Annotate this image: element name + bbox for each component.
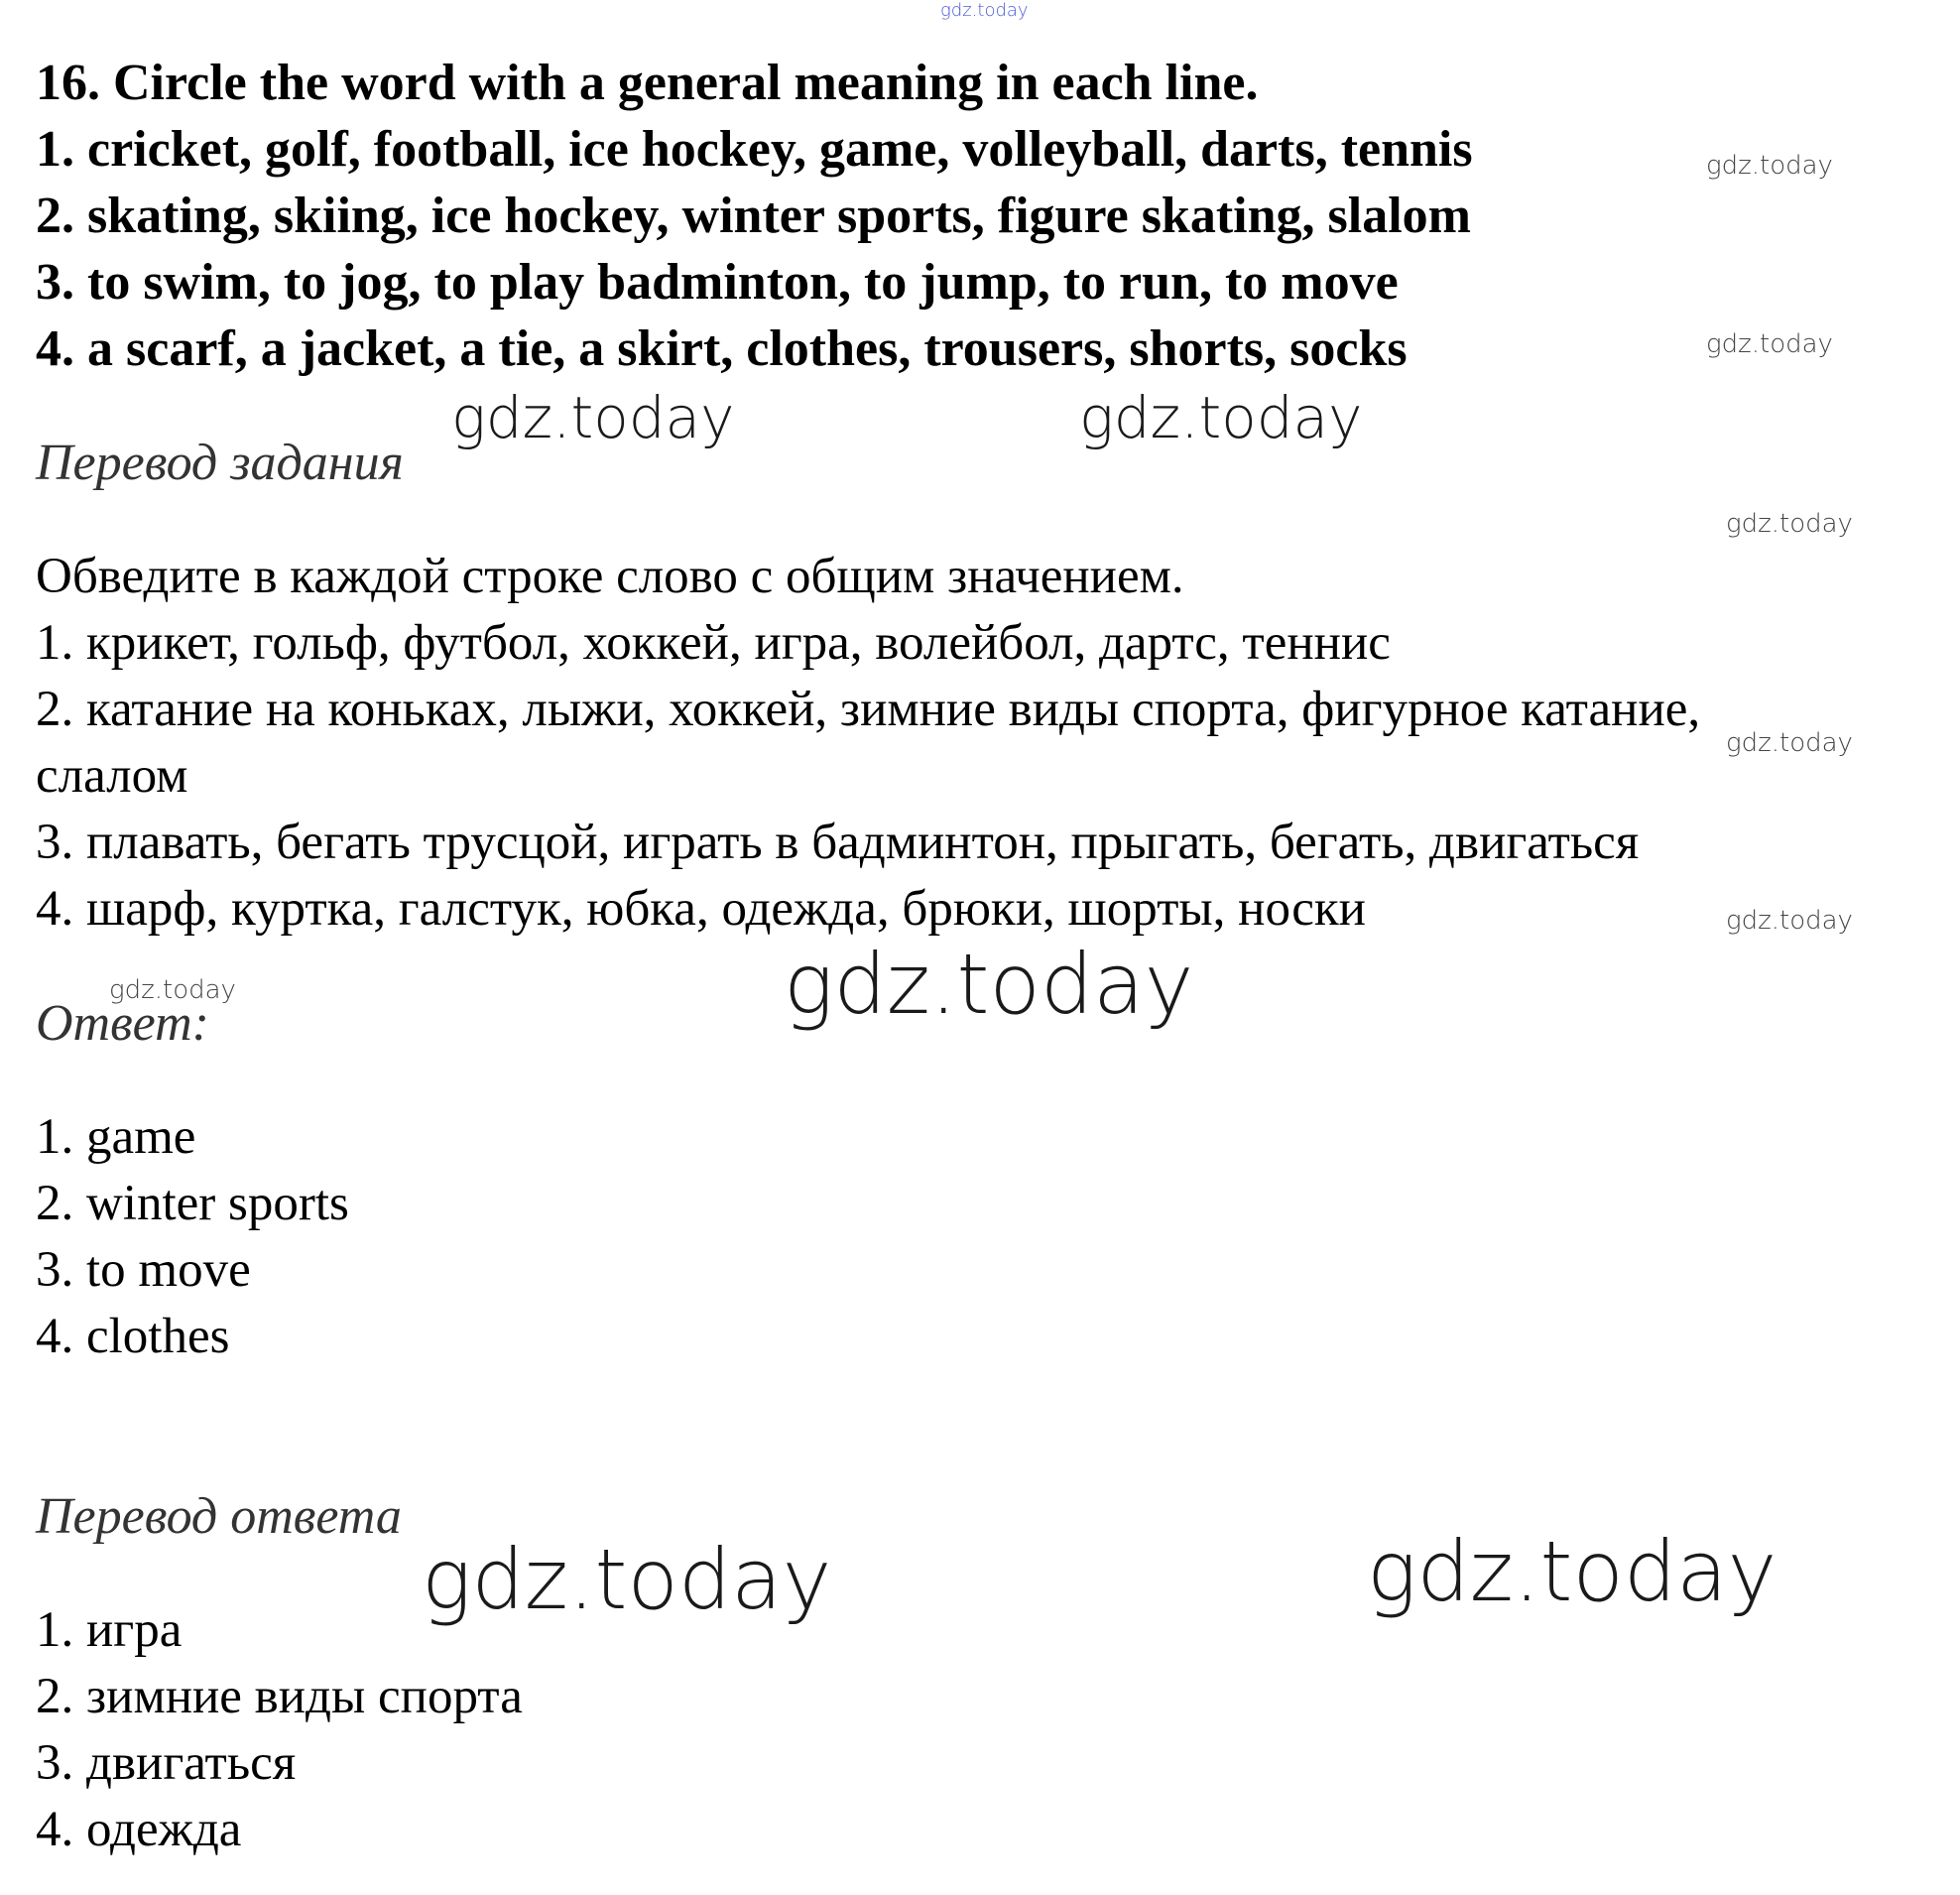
task-title: 16. Circle the word with a general meaning in each line. [36, 55, 1259, 111]
task-translation-line-3: 3. плавать, бегать трусцой, играть в бадминтон, прыгать, бегать, двигаться [36, 815, 1640, 870]
watermark-right-1: gdz.today [1706, 151, 1833, 181]
task-translation-heading: Перевод задания [36, 435, 404, 491]
task-line-3: 3. to swim, to jog, to play badminton, to jump, to run, to move [36, 254, 1399, 311]
watermark-center-1: gdz.today [784, 936, 1194, 1033]
watermark-right-4: gdz.today [1726, 728, 1853, 758]
answer-line-2: 2. winter sports [36, 1176, 349, 1231]
watermark-right-large: gdz.today [1367, 1523, 1777, 1620]
answer-line-4: 4. clothes [36, 1309, 230, 1364]
watermark-right-2: gdz.today [1706, 329, 1833, 359]
task-translation-line-1: 1. крикет, гольф, футбол, хоккей, игра, волейбол, дартс, теннис [36, 615, 1391, 671]
task-translation-line-4: 4. шарф, куртка, галстук, юбка, одежда, брюки, шорты, носки [36, 881, 1366, 937]
answer-translation-heading: Перевод ответа [36, 1488, 402, 1545]
task-translation-line-2: 2. катание на коньках, лыжи, хоккей, зимние виды спорта, фигурное катание, [36, 682, 1701, 737]
watermark-right-3: gdz.today [1726, 509, 1853, 539]
task-translation-intro: Обведите в каждой строке слово с общим значением. [36, 549, 1184, 604]
answer-translation-line-2: 2. зимние виды спорта [36, 1669, 523, 1724]
watermark-mid-1: gdz.today [451, 384, 735, 451]
watermark-right-5: gdz.today [1726, 906, 1853, 936]
answer-heading: Ответ: [36, 995, 209, 1052]
task-line-1: 1. cricket, golf, football, ice hockey, game, volleyball, darts, tennis [36, 121, 1473, 178]
answer-translation-line-4: 4. одежда [36, 1802, 242, 1857]
watermark-top: gdz.today [940, 0, 1029, 21]
answer-line-3: 3. to move [36, 1242, 251, 1298]
answer-line-1: 1. game [36, 1109, 196, 1165]
watermark-center-2: gdz.today [422, 1531, 832, 1628]
answer-translation-line-3: 3. двигаться [36, 1735, 297, 1791]
task-line-4: 4. a scarf, a jacket, a tie, a skirt, clothes, trousers, shorts, socks [36, 320, 1408, 377]
watermark-mid-2: gdz.today [1079, 384, 1363, 451]
answer-translation-line-1: 1. игра [36, 1602, 183, 1658]
watermark-left-1: gdz.today [109, 975, 236, 1005]
task-translation-line-2-cont: слалом [36, 748, 188, 804]
task-line-2: 2. skating, skiing, ice hockey, winter sports, figure skating, slalom [36, 188, 1471, 244]
